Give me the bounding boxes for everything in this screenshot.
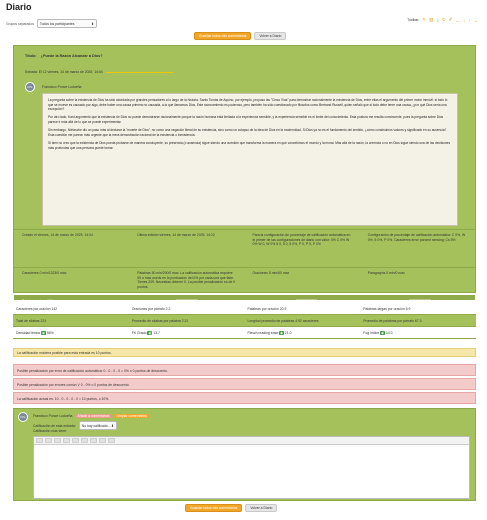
flesch-ease-label: Flesch reading ease [247,330,279,335]
entry-card [13,45,476,293]
arrow-down-icon[interactable]: ↓ [463,17,466,23]
italic-icon[interactable] [54,438,61,443]
entry-text [42,93,458,226]
grade-select-value: No hay calificado... [81,423,111,428]
pencil-icon[interactable]: ✎ [422,17,427,22]
entry-title-label: Título: [25,54,37,58]
fog-index-value: 14.3 [385,330,393,335]
table-cell: Longitud promedio de palabras 4.92 caracteres [247,318,319,323]
format-icon[interactable] [36,438,43,443]
back-to-journal-button[interactable]: Volver a Diario [245,504,277,512]
clear-comments-button[interactable]: Limpiar comentarios [116,414,147,418]
manual-config: Para la configuración de porcentaje de calificación automática en el primer de las configuraciones de diario con valor: 0% C 0% W 0% W 0, W 0% 5 0, 5 0, 5 0%, P 0, P 0, P 0% [252,233,351,247]
back-to-journal-button[interactable]: Volver a Diario [254,32,286,40]
metrics-table [13,303,476,339]
max-grade-note: La calificación máxima posible para esta entrada es 10 puntos. [13,348,476,357]
entry-paragraph: Si bien no creo que la existencia de Dios pueda probarse de manera concluyente, su presencia (o ausencia) sigue siendo una cuestión que transforma la manera en que concebimos el mundo y la moral. Más allá de la razón, la creencia o no en Dios sigue siendo una de las decisiones más profundas que una persona puede tomar. [48,140,451,150]
groups-select[interactable] [37,19,97,28]
table-cell: Promedio de sílabas por palabra 2.21 [131,318,189,323]
more-icon[interactable] [108,438,115,443]
entry-paragraph: Por otro lado, Kant argumentó que la existencia de Dios no puede demostrarse racionalmente porque la razón humana está limitada a la experiencia sensible, y la experiencia sensible es el límite del conocimiento. Esta postura me resulta convincente, pues la pregunta sobre Dios parece ir más allá de lo que se puede experimentar. [48,115,444,125]
refresh-icon[interactable]: ↻ [441,17,446,22]
edited-date: Última edición viernes, 14 de marzo de 2025, 14:12 [137,233,215,237]
page-title: Diario [6,2,32,12]
media-icon[interactable] [99,438,106,443]
word-count: Palabras 50 min/200/0 max. La calificación automática requiere 50 o más words en la puntuación del 0% por cada una que falte. Tienes 209. Necesitas obtener 0. La posible penalización es de 0 puntos. [137,271,236,289]
table-cell: Oraciones por párrafo 2.2 [131,306,171,311]
stats-row-counts [14,267,475,295]
add-to-comments-button[interactable]: Añadir a comentarios [77,414,110,418]
groups-row [6,19,97,28]
avatar[interactable]: FPL [25,82,35,92]
grade-select[interactable] [79,421,117,430]
sentence-count: Oraciones 5 min/60 max [252,271,290,275]
flesch-ease-value: 21.0 [284,330,292,335]
info-icon: ◉ [41,330,45,335]
feedback-editor[interactable] [33,436,470,499]
penalty-calc-note: Posible penalización por error de calificación automática: 0 - 0 - 0 - 0 = 0% o 0 puntos de descuento. [13,364,476,376]
fk-grade-label: FK Grado [131,330,147,335]
flesch-ease [245,331,361,335]
toolbar-label: Toolbar: [407,18,420,22]
entry-paragraph: La pregunta sobre la existencia de Dios ha sido abordada por grandes pensadores a lo largo de la historia. Santo Tomás de Aquino, por ejemplo, propuso las "Cinco Vías" para demostrar racionalmente la existencia de Dios, entre ellas el argumento del primer motor inmóvil: si todo lo que se mueve es causado por algo, debe haber una causa primera no causada, a la que llamamos Dios. Este razonamiento es poderoso, pero también ha sido cuestionado por filósofos como Bertrand Russell, quien señaló que si todo debe tener una causa, ¿por qué Dios sería una excepción? [48,98,448,112]
save-all-comments-button[interactable]: Guardar todos mis comentarios [194,32,251,40]
entry-author[interactable]: Francisco Ponce Ludueña [42,85,82,89]
arrow-up-icon[interactable]: ↑ [468,17,471,23]
created-date: Creado el viernes, 14 de marzo de 2025, 14:04 [22,233,93,237]
editor-label: Calificación más tiene: [33,429,67,433]
grade-label: Calificación de esta entrada: [33,423,76,428]
lexical-density-label: Densidad léxica [16,330,40,335]
feedback-author[interactable]: Francisco Ponce Ludueña [33,414,73,418]
chevron-down-icon: ⬍ [110,423,114,428]
chevron-down-icon: ⬍ [91,21,94,26]
table-cell: Palabras largas por oración 5.9 [363,306,411,311]
fog-index [360,331,476,335]
entry-date-label: Entrada: [25,70,38,74]
groups-select-value: Todos los participantes [39,21,75,26]
table-cell: Total de sílabas 223 [16,318,47,323]
entry-title: ¿Puede la Razón Alcanzar a Dios? [40,54,103,58]
top-action-buttons [194,32,286,40]
table-cell: Promedio de palabras por párrafo 67.3 [363,318,422,323]
entry-date-line [25,70,173,74]
arrow-right-icon[interactable]: → [473,17,478,23]
info-icon: ◉ [148,330,152,335]
lexical-density-value: 56% [46,330,54,335]
info-icon: ◉ [381,330,385,335]
toolbar [407,17,478,23]
image-icon[interactable] [90,438,97,443]
table-row [13,327,476,339]
penalty-error-note: Posible penalización por errores común V 0 - 0% o 0 puntos de descuento. [13,378,476,390]
entry-stats [14,229,475,305]
avatar[interactable]: FPL [18,412,28,422]
bold-icon[interactable] [45,438,52,443]
link-icon[interactable] [81,438,88,443]
search-icon[interactable]: ⌕ [436,17,439,23]
entry-title-line [25,54,106,58]
info-icon: ◉ [280,330,283,335]
edit-icon[interactable]: ✐ [448,17,453,22]
current-grade-note: La calificación actual es: 10 - 0 - 0 - 0 - 0 = 10 puntos, o 10%. [13,392,476,404]
entry-paragraph: Sin embargo, Nietzsche dio un paso más al declarar la "muerte de Dios", no como una negación literal de su existencia, sino como un colapso de la idea de Dios en la modernidad. Si Dios ya no es el fundamento del sentido, ¿cómo construimos valores y significado en su ausencia? Esta cuestión me parece más urgente que la mera demostración racional de la existencia o inexistencia. [48,128,447,137]
stats-row-dates [14,229,475,267]
entry-date: El 12 viernes, 14 de marzo de 2025, 14:04 [38,70,103,74]
fk-grade [129,331,245,335]
chart-icon[interactable]: ▥ [429,17,434,22]
table-row [13,315,476,327]
groups-label: Grupos separados [6,21,34,26]
char-count: Caracteres 0 min/1323/0 máx [22,271,67,275]
fog-index-label: Fog índice [363,330,380,335]
table-cell: Caracteres por oración 142 [16,306,58,311]
warning-icon: ▬▬▬▬▬▬▬▬▬▬▬▬▬▬▬▬▬▬▬▬ [105,70,174,74]
paragraph-count: Paragraphs 0 min/0 max [367,271,405,275]
lexical-density [13,331,129,335]
table-cell: Palabras por oración 20.9 [247,306,287,311]
save-all-comments-button[interactable]: Guardar todos mis comentarios [185,504,242,512]
feedback-author-row [33,414,149,418]
auto-config: Configuración de porcentaje de calificación automática: C 0%, W 0%, 5 0%, P 0%. Caracteres error porcent sensing: Cs 5% [367,233,466,242]
table-row [13,303,476,315]
journal-feedback-view [0,300,487,520]
feedback-card [13,408,476,501]
numbered-list-icon[interactable] [72,438,79,443]
bottom-action-buttons [185,504,277,512]
arrow-left-icon[interactable]: ← [455,17,460,23]
fk-grade-value: 13.7 [153,330,160,335]
editor-toolbar [34,437,469,445]
list-icon[interactable] [63,438,70,443]
